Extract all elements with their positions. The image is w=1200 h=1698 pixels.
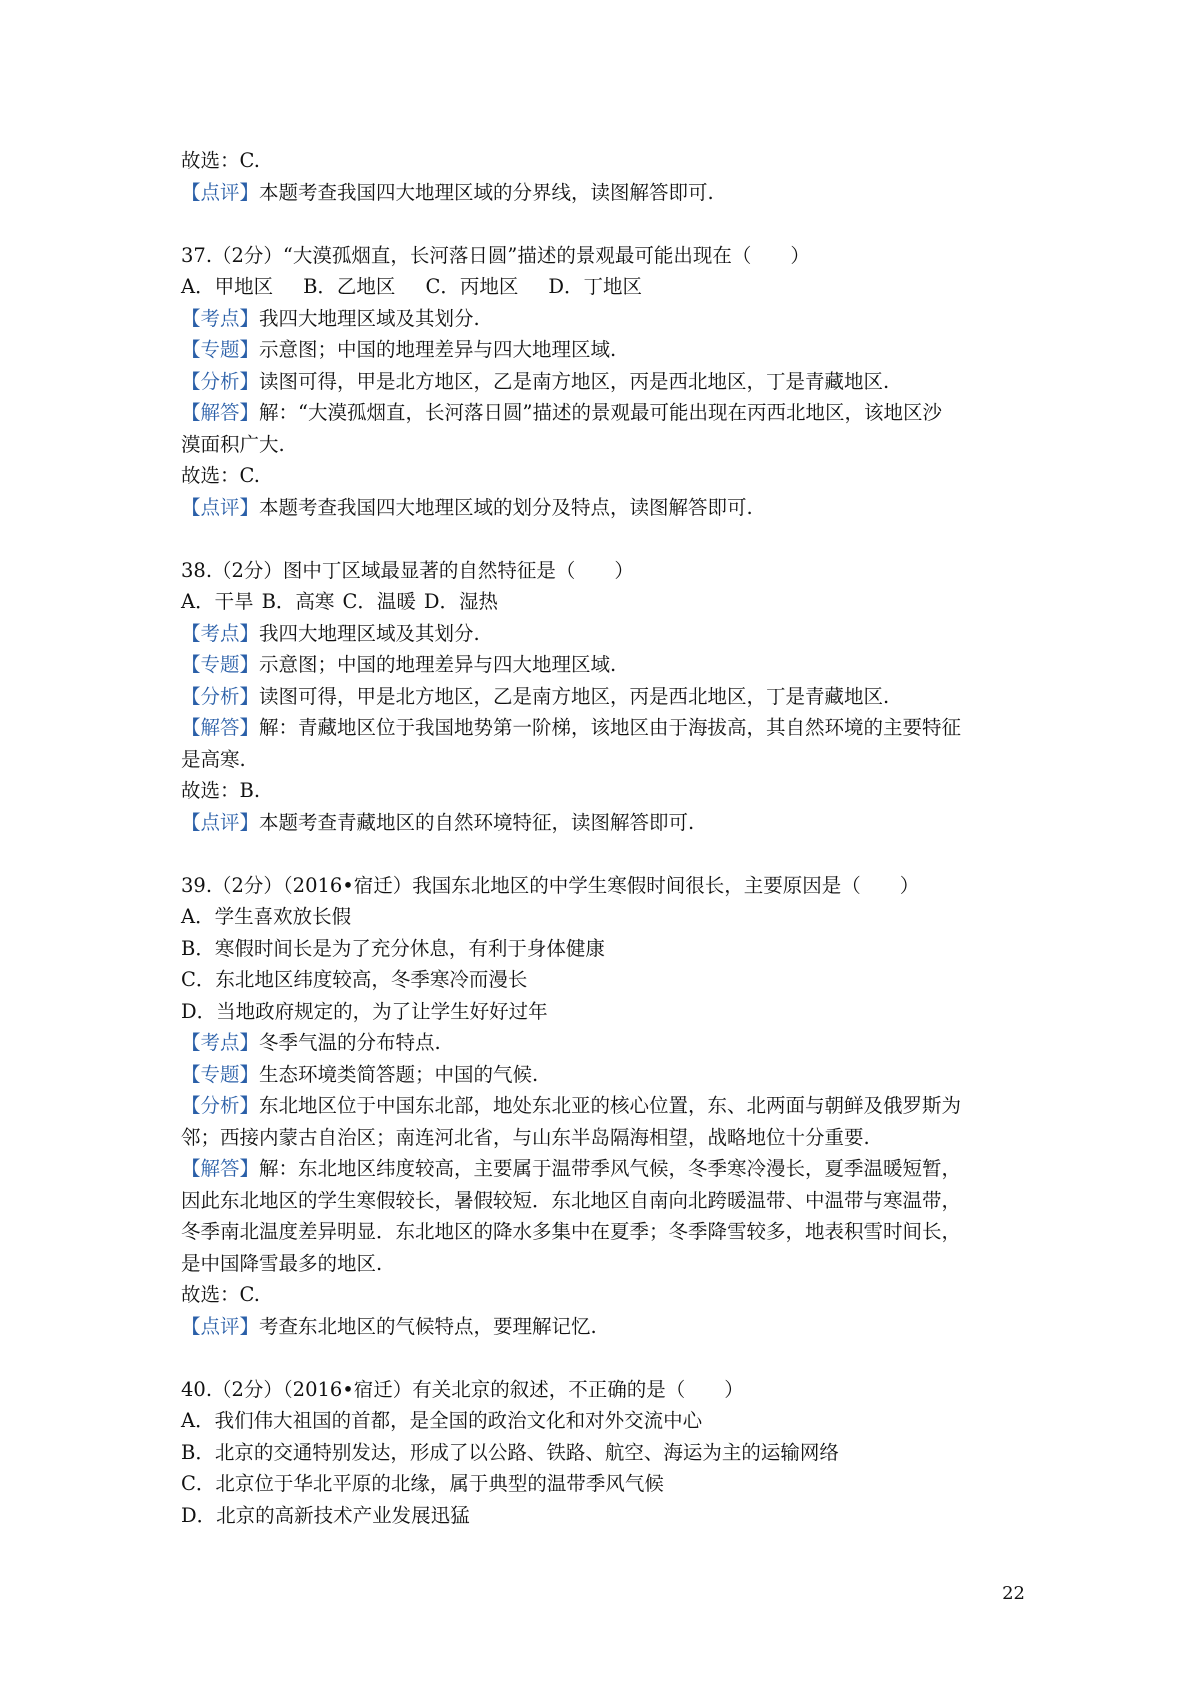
review-line	[181, 1311, 1041, 1343]
zhuanti-text: 示意图；中国的地理差异与四大地理区域.	[259, 338, 617, 361]
kaodian-tag: 【考点】	[181, 306, 260, 330]
option-b: B．寒假时间长是为了充分休息，有利于身体健康	[181, 936, 605, 960]
kaodian-line	[181, 303, 1041, 335]
kaodian-text: 冬季气温的分布特点.	[259, 1031, 441, 1054]
option-d: D．湿热	[423, 590, 498, 613]
kaodian-line	[181, 618, 1041, 650]
answer-line: 故选：C.	[181, 1283, 260, 1306]
jieda-continuation: 是高寒.	[181, 747, 246, 771]
review-text: 本题考查我国四大地理区域的分界线，读图解答即可.	[259, 180, 714, 204]
option-a: A．我们伟大祖国的首都，是全国的政治文化和对外交流中心	[181, 1409, 703, 1432]
jieda-tag: 【解答】	[181, 1157, 260, 1180]
question-39-stem: 39.（2分）（2016•宿迁）我国东北地区的中学生寒假时间很长，主要原因是（ ）	[181, 873, 920, 897]
kaodian-line	[181, 1027, 1041, 1059]
question-38-options	[181, 586, 1041, 618]
zhuanti-tag: 【专题】	[181, 1062, 260, 1086]
review-text: 本题考查青藏地区的自然环境特征，读图解答即可.	[259, 810, 695, 834]
jieda-tag: 【解答】	[181, 401, 260, 424]
question-40-stem: 40.（2分）（2016•宿迁）有关北京的叙述，不正确的是（ ）	[181, 1377, 744, 1401]
jieda-text: 解：“大漠孤烟直，长河落日圆”描述的景观最可能出现在丙西北地区，该地区沙	[259, 401, 942, 424]
fenxi-tag: 【分析】	[181, 1094, 260, 1117]
fenxi-text: 读图可得，甲是北方地区，乙是南方地区，丙是西北地区，丁是青藏地区.	[259, 684, 890, 708]
review-tag: 【点评】	[181, 810, 260, 834]
jieda-continuation: 是中国降雪最多的地区.	[181, 1251, 383, 1275]
zhuanti-line	[181, 649, 1041, 681]
kaodian-text: 我四大地理区域及其划分.	[259, 306, 480, 330]
option-b: B．北京的交通特别发达，形成了以公路、铁路、航空、海运为主的运输网络	[181, 1440, 839, 1464]
review-tag: 【点评】	[181, 1314, 260, 1338]
kaodian-tag: 【考点】	[181, 1031, 260, 1054]
question-38-stem: 38.（2分）图中丁区域最显著的自然特征是（ ）	[181, 558, 634, 582]
jieda-line	[181, 397, 1041, 429]
review-line	[181, 492, 1041, 524]
option-c: C．丙地区	[425, 275, 519, 298]
option-d: D．北京的高新技术产业发展迅猛	[181, 1503, 470, 1527]
option-d: D．丁地区	[548, 275, 642, 298]
zhuanti-text: 示意图；中国的地理差异与四大地理区域.	[259, 653, 617, 676]
option-b: B．乙地区	[303, 275, 396, 298]
option-c: C．北京位于华北平原的北缘，属于典型的温带季风气候	[181, 1472, 664, 1495]
jieda-continuation: 冬季南北温度差异明显．东北地区的降水多集中在夏季；冬季降雪较多，地表积雪时间长，	[181, 1220, 962, 1243]
jieda-text: 解：东北地区纬度较高，主要属于温带季风气候，冬季寒冷漫长，夏季温暖短暂，	[259, 1157, 962, 1180]
zhuanti-line	[181, 334, 1041, 366]
spacer	[181, 523, 1041, 555]
review-text: 考查东北地区的气候特点，要理解记忆.	[259, 1314, 597, 1338]
review-line	[181, 177, 1041, 209]
spacer	[181, 1342, 1041, 1374]
question-37-options	[181, 271, 1041, 303]
fenxi-line	[181, 681, 1041, 713]
option-a: A．学生喜欢放长假	[181, 905, 352, 928]
answer-line: 故选：C.	[181, 464, 260, 487]
fenxi-continuation: 邻；西接内蒙古自治区；南连河北省，与山东半岛隔海相望，战略地位十分重要.	[181, 1125, 870, 1149]
kaodian-text: 我四大地理区域及其划分.	[259, 621, 480, 645]
jieda-text: 解：青藏地区位于我国地势第一阶梯，该地区由于海拔高，其自然环境的主要特征	[259, 716, 962, 739]
zhuanti-text: 生态环境类简答题；中国的气候.	[259, 1062, 539, 1086]
zhuanti-line	[181, 1059, 1041, 1091]
option-d: D．当地政府规定的，为了让学生好好过年	[181, 999, 548, 1023]
fenxi-line	[181, 366, 1041, 398]
option-a: A．甲地区	[181, 275, 274, 298]
kaodian-tag: 【考点】	[181, 621, 260, 645]
question-37-stem: 37.（2分）“大漠孤烟直，长河落日圆”描述的景观最可能出现在（ ）	[181, 243, 810, 267]
option-c: C．东北地区纬度较高，冬季寒冷而漫长	[181, 968, 528, 991]
jieda-line	[181, 1153, 1041, 1185]
page-content	[181, 145, 1041, 1531]
review-text: 本题考查我国四大地理区域的划分及特点，读图解答即可.	[259, 495, 753, 519]
fenxi-line	[181, 1090, 1041, 1122]
fenxi-tag: 【分析】	[181, 684, 260, 708]
fenxi-text: 读图可得，甲是北方地区，乙是南方地区，丙是西北地区，丁是青藏地区.	[259, 369, 890, 393]
fenxi-tag: 【分析】	[181, 369, 260, 393]
review-line	[181, 807, 1041, 839]
spacer	[181, 838, 1041, 870]
spacer	[181, 208, 1041, 240]
review-tag: 【点评】	[181, 180, 260, 204]
option-a: A．干旱	[181, 590, 254, 613]
review-tag: 【点评】	[181, 495, 260, 519]
jieda-continuation: 因此东北地区的学生寒假较长，暑假较短．东北地区自南向北跨暖温带、中温带与寒温带，	[181, 1188, 962, 1212]
jieda-line	[181, 712, 1041, 744]
jieda-tag: 【解答】	[181, 716, 260, 739]
page-number: 22	[1002, 1583, 1025, 1604]
fenxi-text: 东北地区位于中国东北部，地处东北亚的核心位置，东、北两面与朝鲜及俄罗斯为	[259, 1094, 962, 1117]
zhuanti-tag: 【专题】	[181, 653, 260, 676]
jieda-continuation: 漠面积广大.	[181, 432, 285, 456]
zhuanti-tag: 【专题】	[181, 338, 260, 361]
answer-line: 故选：B.	[181, 779, 261, 802]
option-c: C．温暖	[342, 590, 416, 613]
answer-line: 故选：C.	[181, 149, 260, 172]
option-b: B．高寒	[261, 590, 335, 613]
